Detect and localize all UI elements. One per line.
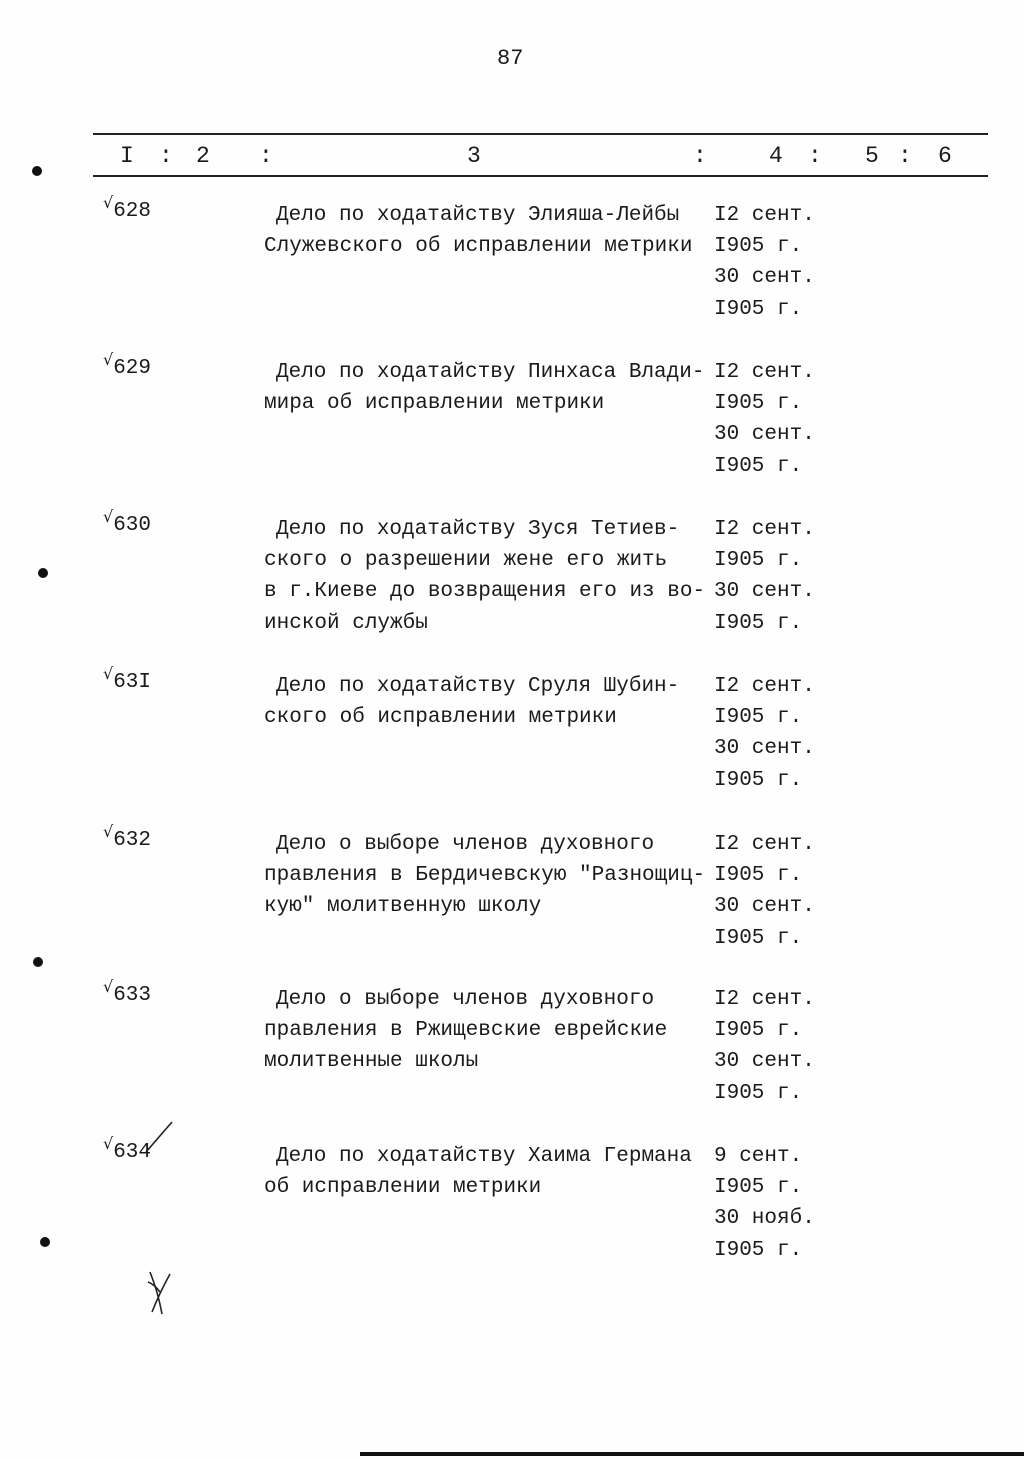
entry-description: Дело по ходатайству Хаима Германа об исправлении метрики	[264, 1145, 692, 1200]
handwritten-cross-mark	[140, 1262, 180, 1322]
col-2-header: 2	[196, 143, 210, 169]
check-tick: √	[103, 1134, 114, 1153]
col-6-header: 6	[938, 143, 952, 169]
col-4-header: 4	[769, 143, 783, 169]
punch-hole-dot	[40, 1237, 50, 1247]
punch-hole-dot	[38, 568, 48, 578]
check-tick: √	[103, 507, 114, 526]
scan-edge-line	[360, 1452, 1024, 1456]
entry-dates: I2 сент. I905 г. 30 сент. I905 г.	[714, 204, 815, 321]
entry-description: Дело о выборе членов духовного правления в Ржищевские еврейские молитвенные школы	[264, 988, 668, 1074]
entry-number: √629	[103, 350, 152, 380]
col-5-header: 5	[865, 143, 879, 169]
entry-dates: 9 сент. I905 г. 30 нояб. I905 г.	[714, 1145, 815, 1262]
entry-dates: I2 сент. I905 г. 30 сент. I905 г.	[714, 675, 815, 792]
entry-description: Дело по ходатайству Сруля Шубин- ского об исправлении метрики	[264, 675, 680, 730]
page-number: 87	[497, 46, 524, 71]
check-tick: √	[103, 664, 114, 683]
col-3-header: 3	[467, 143, 481, 169]
entry-number: √632	[103, 822, 152, 852]
check-tick: √	[103, 822, 114, 841]
col-separator: :	[693, 143, 707, 169]
punch-hole-dot	[32, 166, 42, 176]
entry-description: Дело по ходатайству Пинхаса Влади- мира об исправлении метрики	[264, 361, 705, 416]
col-1-header: I	[120, 143, 134, 169]
header-bottom-rule	[93, 175, 988, 177]
entry-number: √630	[103, 507, 152, 537]
col-separator: :	[808, 143, 822, 169]
entry-dates: I2 сент. I905 г. 30 сент. I905 г.	[714, 988, 815, 1105]
entry-number: √628	[103, 193, 152, 223]
entry-dates: I2 сент. I905 г. 30 сент. I905 г.	[714, 361, 815, 478]
col-separator: :	[259, 143, 273, 169]
check-tick: √	[103, 977, 114, 996]
entry-description: Дело о выборе членов духовного правления в Бердичевскую "Разнощиц- кую" молитвенную школу	[264, 833, 706, 919]
check-tick: √	[103, 350, 114, 369]
entry-dates: I2 сент. I905 г. 30 сент. I905 г.	[714, 833, 815, 950]
punch-hole-dot	[33, 957, 43, 967]
check-tick: √	[103, 193, 114, 212]
col-separator: :	[159, 143, 173, 169]
col-separator: :	[898, 143, 912, 169]
header-top-rule	[93, 133, 988, 135]
entry-dates: I2 сент. I905 г. 30 сент. I905 г.	[714, 518, 815, 635]
entry-description: Дело по ходатайству Элияша-Лейбы Служевского об исправлении метрики	[264, 204, 693, 259]
entry-description: Дело по ходатайству Зуся Тетиев- ского о разрешении жене его жить в г.Киеве до возвращения его из во- инской службы	[264, 518, 706, 635]
entry-number: √63I	[103, 664, 152, 694]
entry-number: √634	[103, 1134, 152, 1164]
handwritten-slash-mark	[140, 1118, 180, 1158]
entry-number: √633	[103, 977, 152, 1007]
